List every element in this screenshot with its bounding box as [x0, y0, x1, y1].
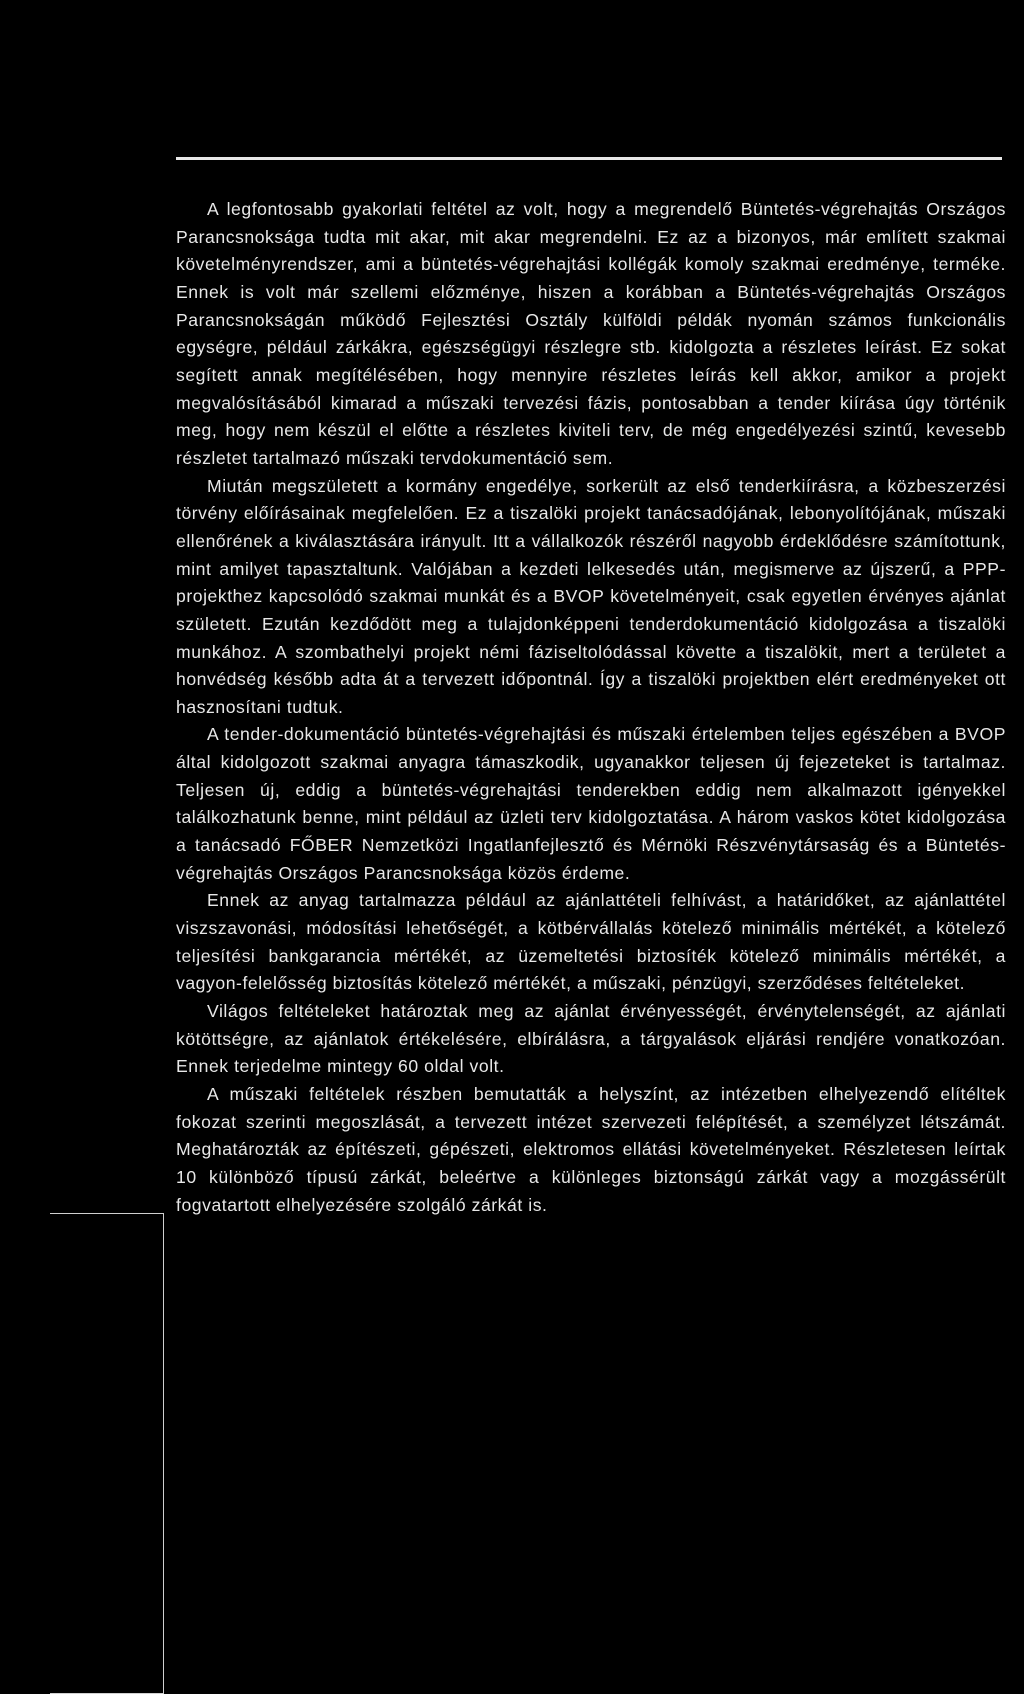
paragraph: Ennek az anyag tartalmazza például az ajánlattételi felhívást, a határidőket, az ajánlattétel viszszavonási, módosítási lehetőségét, a kötbérvállalás kötelező minimális mértékét, a kötelező teljesítési bankgarancia mértékét, az üzemeltetési biztosíték kötelező minimális mértékét, a vagyon-felelősség biztosítás kötelező mértékét, a műszaki, pénzügyi, szerződéses feltételeket.: [176, 890, 1006, 994]
paragraph: Miután megszületett a kormány engedélye, sorkerült az első tenderkiírásra, a közbeszerzési törvény előírásainak megfelelően. Ez a tiszalöki projekt tanácsadójának, lebonyolítójának, műszaki ellenőrének a kiválasztására irányult. Itt a vállalkozók részéről nagyobb érdeklődésre számítottunk, mint amilyet tapasztaltunk. Valójában a kezdeti lelkesedés után, megismerve az újszerű, a PPP-projekthez kapcsolódó szakmai munkát és a BVOP követelményeit, csak egyetlen érvényes ajánlat született. Ezután kezdődött meg a tulajdonképpeni tenderdokumentáció kidolgozása a tiszalöki munkához. A szombathelyi projekt némi fáziseltolódással követte a tiszalökit, mert a területet a honvédség később adta át a tervezett időpontnál. Így a tiszalöki projektben elért eredményeket ott hasznosítani tudtuk.: [176, 475, 1006, 717]
paragraph: A műszaki feltételek részben bemutatták a helyszínt, az intézetben elhelyezendő elítéltek fokozat szerinti megoszlását, a tervezett intézet szervezeti felépítését, a személyzet létszámát. Meghatározták az építészeti, gépészeti, elektromos ellátási követelményeket. Részletesen leírtak 10 különböző típusú zárkát, beleértve a különleges biztonságú zárkát vagy a mozgássérült fogvatartott elhelyezésére szolgáló zárkát is.: [176, 1084, 1006, 1215]
paragraph: A legfontosabb gyakorlati feltétel az volt, hogy a megrendelő Büntetés-végrehajtás Országos Parancsnoksága tudta mit akar, mit akar megrendelni. Ez az a bizonyos, már említett szakmai követelményrendszer, ami a büntetés-végrehajtási kollégák komoly szakmai eredménye, terméke. Ennek is volt már szellemi előzménye, hiszen a korábban a Büntetés-végrehajtás Országos Parancsnokságán működő Fejlesztési Osztály külföldi példák nyomán számos funkcionális egységre, például zárkákra, egészségügyi részlegre stb. kidolgozta a részletes leírást. Ez sokat segített annak megítélésében, hogy mennyire részletes leírás kell akkor, amikor a projekt megvalósításából kimarad a műszaki tervezési fázis, pontosabban a tender kiírása úgy történik meg, hogy nem készül el előtte a részletes kiviteli terv, de még engedélyezési szintű, kevesebb részletet tartalmazó műszaki tervdokumentáció sem.: [176, 199, 1006, 468]
margin-box: [50, 1213, 164, 1693]
paragraph: Világos feltételeket határoztak meg az ajánlat érvényességét, érvénytelenségét, az ajánlati kötöttségre, az ajánlatok értékelésére, elbírálásra, a tárgyalások eljárási rendjére vonatkozóan. Ennek terjedelme mintegy 60 oldal volt.: [176, 1001, 1006, 1077]
body-text: [176, 196, 1006, 1219]
paragraph: A tender-dokumentáció büntetés-végrehajtási és műszaki értelemben teljes egészében a BVOP által kidolgozott szakmai anyagra támaszkodik, ugyanakkor teljesen új fejezeteket is tartalmaz. Teljesen új, eddig a büntetés-végrehajtási tenderekben eddig nem alkalmazott igényekkel találkozhatunk benne, mint például az üzleti terv kidolgoztatása. A három vaskos kötet kidolgozása a tanácsadó FŐBER Nemzetközi Ingatlanfejlesztő és Mérnöki Részvénytársaság és a Büntetés-végrehajtás Országos Parancsnoksága közös érdeme.: [176, 724, 1006, 883]
top-rule: [176, 157, 1002, 160]
